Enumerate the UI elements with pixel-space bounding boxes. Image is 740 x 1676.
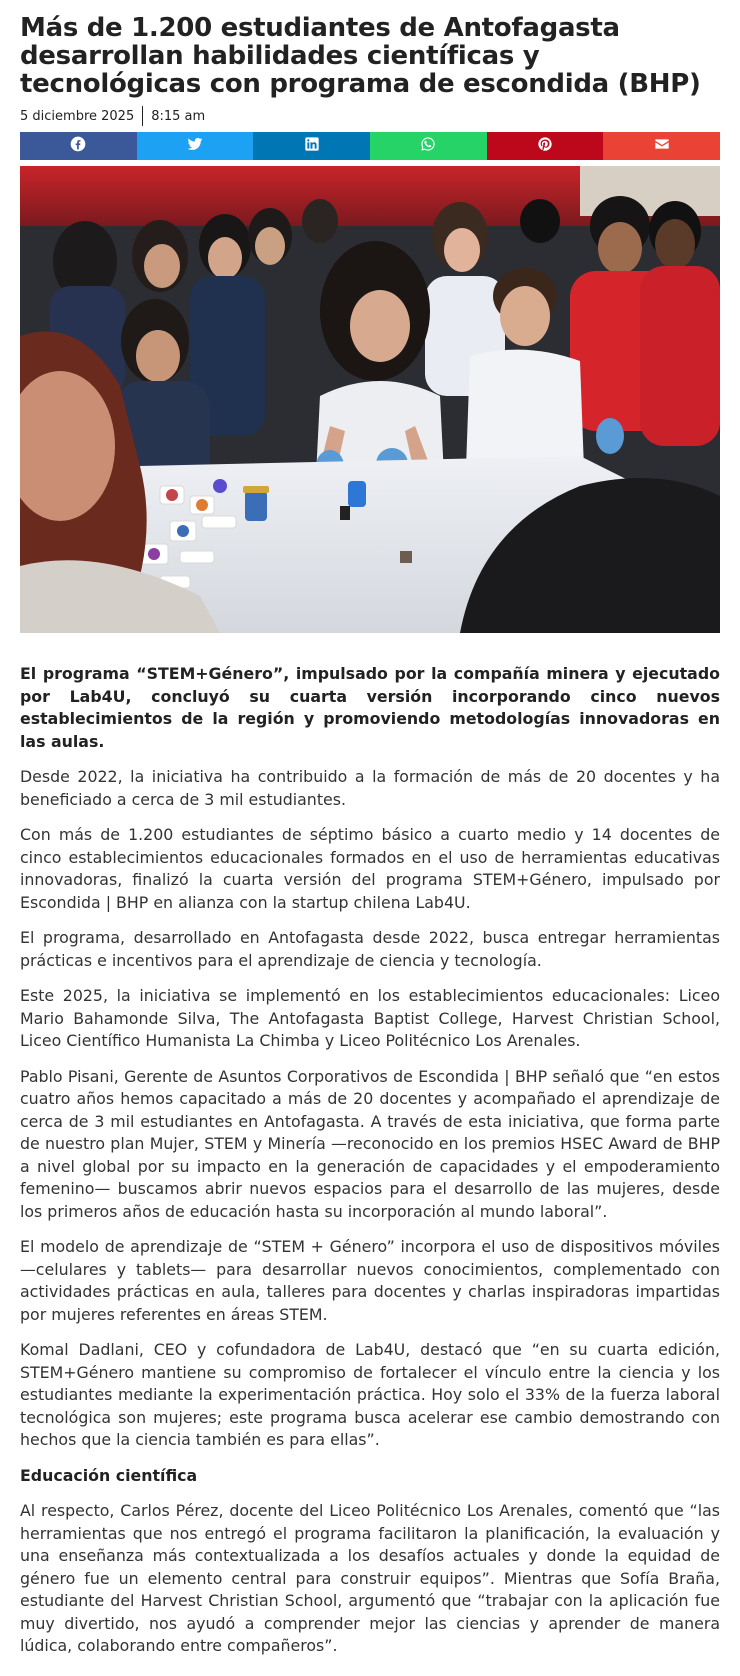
body-paragraph: Al respecto, Carlos Pérez, docente del Liceo Politécnico Los Arenales, comentó que “las herramientas que nos entregó el programa facilitaron la planificación, la evaluación y una enseñanza más contextualizada a los desafíos actuales y donde la equidad de género fue un elemento central para construir equipos”. Mientras que Sofía Braña, estudiante del Harvest Christian School, argumentó que “trabajar con la aplicación fue muy divertido, nos ayudó a comprender mejor las ciencias y aprender de manera lúdica, colaborando entre compañeros”. <box>20 1501 720 1655</box>
whatsapp-icon <box>420 136 436 156</box>
article-time: 8:15 am <box>151 108 206 124</box>
share-twitter-button[interactable] <box>137 132 254 160</box>
envelope-icon <box>654 136 670 156</box>
meta-divider <box>142 106 143 126</box>
share-whatsapp-button[interactable] <box>370 132 487 160</box>
pinterest-icon <box>537 136 553 156</box>
body-paragraph: Desde 2022, la iniciativa ha contribuido a la formación de más de 20 docentes y ha beneficiado a cerca de 3 mil estudiantes. <box>20 767 720 809</box>
article-meta <box>20 106 720 126</box>
body-paragraph: Con más de 1.200 estudiantes de séptimo básico a cuarto medio y 14 docentes de cinco establecimientos educacionales formados en el uso de herramientas educativas innovadoras, finalizó la cuarta versión del programa STEM+Género, impulsado por Escondida | BHP en alianza con la startup chilena Lab4U. <box>20 825 720 912</box>
article-body <box>20 663 720 1658</box>
twitter-icon <box>187 136 203 156</box>
body-paragraph: El programa, desarrollado en Antofagasta desde 2022, busca entregar herramientas prácticas e incentivos para el aprendizaje de ciencia y tecnología. <box>20 928 720 970</box>
share-facebook-button[interactable] <box>20 132 137 160</box>
linkedin-icon <box>304 136 320 156</box>
article-title: Más de 1.200 estudiantes de Antofagasta desarrollan habilidades científicas y tecnológicas con programa de escondida (BHP) <box>20 13 701 99</box>
body-paragraph: El modelo de aprendizaje de “STEM + Género” incorpora el uso de dispositivos móviles —celulares y tablets— para desarrollar nuevos conocimientos, complementado con actividades prácticas en aula, talleres para docentes y charlas inspiradoras impartidas por mujeres referentes en áreas STEM. <box>20 1237 720 1324</box>
body-paragraph: Pablo Pisani, Gerente de Asuntos Corporativos de Escondida | BHP señaló que “en estos cuatro años hemos capacitado a más de 20 docentes y acompañado el aprendizaje de cerca de 3 mil estudiantes en Antofagasta. A través de esta iniciativa, que forma parte de nuestro plan Mujer, STEM y Minería —reconocido en los premios HSEC Award de BHP a nivel global por su impacto en la generación de capacidades y el empoderamiento femenino— buscamos abrir nuevos espacios para el desarrollo de las mujeres, desde los primeros años de educación hasta su incorporación al mundo laboral”. <box>20 1066 720 1221</box>
share-linkedin-button[interactable] <box>253 132 370 160</box>
body-paragraph: Komal Dadlani, CEO y cofundadora de Lab4U, destacó que “en su cuarta edición, STEM+Género mantiene su compromiso de fortalecer el vínculo entre la ciencia y los estudiantes mediante la experimentación práctica. Hoy solo el 33% de la fuerza laboral tecnológica son mujeres; este programa busca acelerar ese cambio demostrando con hechos que la ciencia también es para ellas”. <box>20 1340 720 1449</box>
share-email-button[interactable] <box>603 132 720 160</box>
share-bar <box>20 132 720 160</box>
lead-paragraph: El programa “STEM+Género”, impulsado por la compañía minera y ejecutado por Lab4U, concluyó su cuarta versión incorporando cinco nuevos establecimientos de la región y promoviendo metodologías innovadoras en las aulas. <box>20 664 720 751</box>
hero-photo <box>20 166 720 633</box>
article-date: 5 diciembre 2025 <box>20 108 135 124</box>
facebook-icon <box>70 136 86 156</box>
section-heading: Educación científica <box>20 1465 198 1485</box>
body-paragraph: Este 2025, la iniciativa se implementó en los establecimientos educacionales: Liceo Mario Bahamonde Silva, The Antofagasta Baptist College, Harvest Christian School, Liceo Científico Humanista La Chimba y Liceo Politécnico Los Arenales. <box>20 986 720 1050</box>
share-pinterest-button[interactable] <box>487 132 604 160</box>
